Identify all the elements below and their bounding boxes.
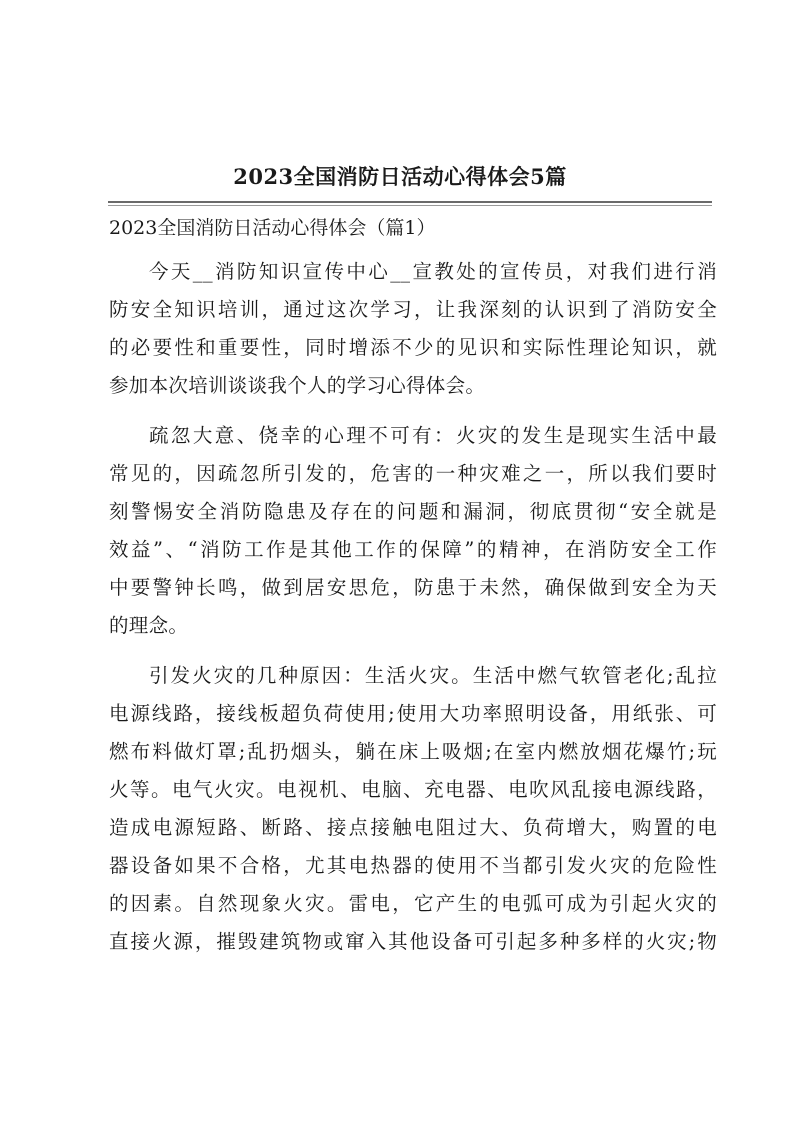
text-line: 直接火源，摧毁建筑物或窜入其他设备可引起多种多样的火灾;物 xyxy=(109,930,717,953)
text-line: 参加本次培训谈谈我个人的学习心得体会。 xyxy=(109,374,486,397)
text-line: 的因素。自然现象火灾。雷电，它产生的电弧可成为引起火灾的 xyxy=(109,892,717,915)
text-line: 刻警惕安全消防隐患及存在的问题和漏洞，彻底贯彻“安全就是 xyxy=(109,500,717,523)
text-line: 火等。电气火灾。电视机、电脑、充电器、电吹风乱接电源线路， xyxy=(109,778,717,801)
text-line: 燃布料做灯罩;乱扔烟头，躺在床上吸烟;在室内燃放烟花爆竹;玩 xyxy=(109,740,717,763)
paragraph-1 xyxy=(109,253,717,405)
title-rule-thin xyxy=(108,205,712,206)
text-line: 疏忽大意、侥幸的心理不可有：火灾的发生是现实生活中最 xyxy=(149,424,717,447)
title-rule-thick xyxy=(108,201,712,203)
document-title: 2023全国消防日活动心得体会5篇 xyxy=(233,164,567,189)
paragraph-3 xyxy=(109,657,717,961)
text-line: 常见的，因疏忽所引发的，危害的一种灾难之一，所以我们要时 xyxy=(109,462,717,485)
text-line: 造成电源短路、断路、接点接触电阻过大、负荷增大，购置的电 xyxy=(109,816,717,839)
text-line: 防安全知识培训，通过这次学习，让我深刻的认识到了消防安全 xyxy=(109,298,717,321)
text-line: 器设备如果不合格，尤其电热器的使用不当都引发火灾的危险性 xyxy=(109,854,717,877)
section-heading: 2023全国消防日活动心得体会（篇1） xyxy=(109,217,436,239)
text-line: 的必要性和重要性，同时增添不少的见识和实际性理论知识，就 xyxy=(109,336,717,359)
text-line: 的理念。 xyxy=(109,614,189,637)
text-line: 效益”、“消防工作是其他工作的保障”的精神，在消防安全工作 xyxy=(109,538,717,561)
body-text xyxy=(109,253,717,973)
text-line: 今天__消防知识宣传中心__宣教处的宣传员，对我们进行消 xyxy=(149,260,717,283)
text-line: 电源线路，接线板超负荷使用;使用大功率照明设备，用纸张、可 xyxy=(109,702,717,725)
paragraph-2 xyxy=(109,417,717,645)
text-line: 引发火灾的几种原因：生活火灾。生活中燃气软管老化;乱拉 xyxy=(149,664,717,687)
text-line: 中要警钟长鸣，做到居安思危，防患于未然，确保做到安全为天 xyxy=(109,576,717,599)
